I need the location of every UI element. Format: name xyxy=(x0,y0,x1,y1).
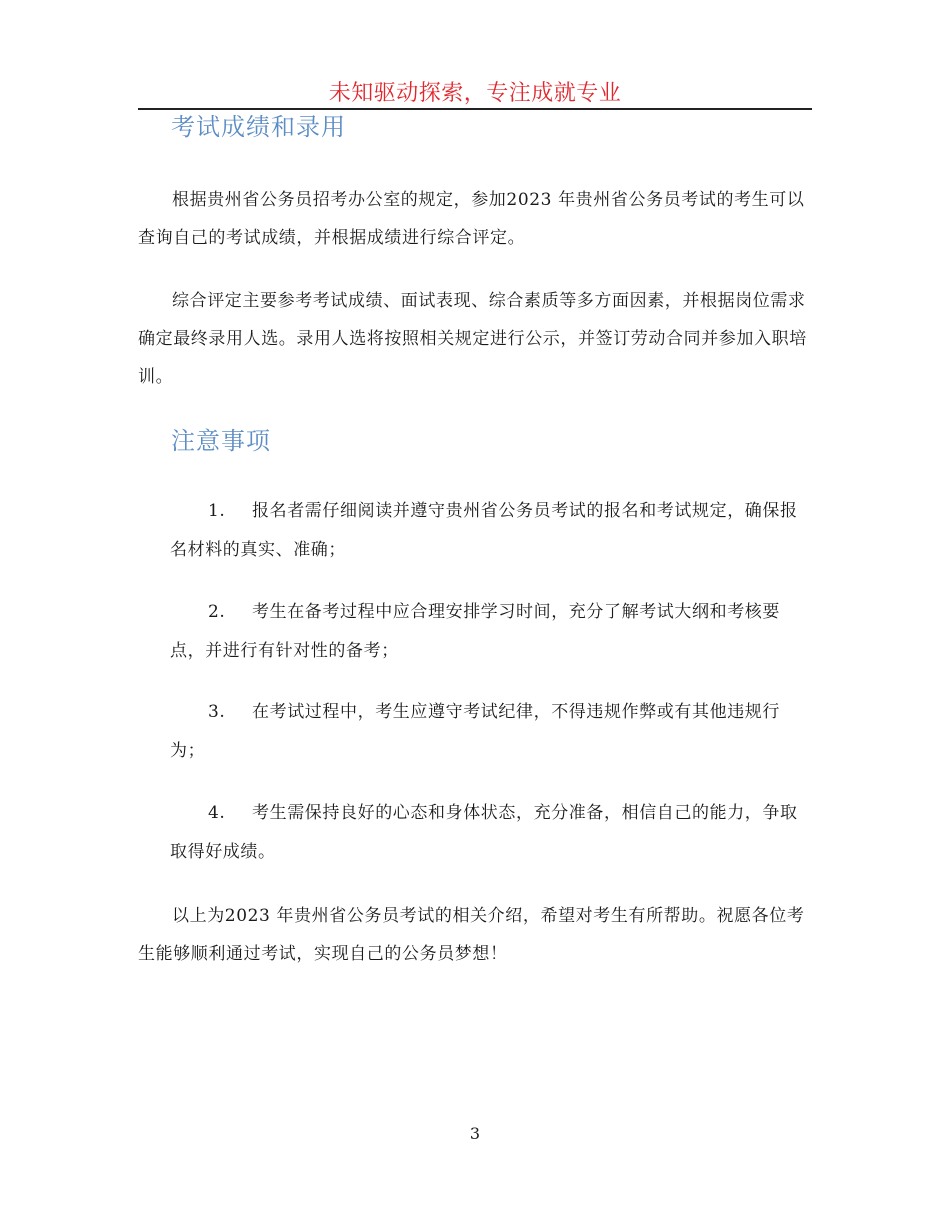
list-item-text: 报名者需仔细阅读并遵守贵州省公务员考试的报名和考试规定，确保报名材料的真实、准确； xyxy=(170,501,798,560)
list-item xyxy=(170,492,812,570)
list-item xyxy=(170,693,812,771)
page-number: 3 xyxy=(469,1124,481,1143)
list-item xyxy=(170,794,812,872)
list-item-number: 3. xyxy=(208,702,226,722)
list-item-number: 1. xyxy=(208,501,226,521)
section-heading-notes: 注意事项 xyxy=(171,427,271,455)
paragraph-evaluation: 综合评定主要参考考试成绩、面试表现、综合素质等多方面因素，并根据岗位需求确定最终录用人选。录用人选将按照相关规定进行公示，并签订劳动合同并参加入职培训。 xyxy=(138,291,807,387)
paragraph-scores-query: 根据贵州省公务员招考办公室的规定，参加2023 年贵州省公务员考试的考生可以查询自己的考试成绩，并根据成绩进行综合评定。 xyxy=(138,190,805,248)
section-heading-scores: 考试成绩和录用 xyxy=(171,113,346,141)
list-item xyxy=(170,593,812,671)
list-item-text: 在考试过程中，考生应遵守考试纪律，不得违规作弊或有其他违规行为； xyxy=(170,702,780,761)
list-item-text: 考生需保持良好的心态和身体状态，充分准备，相信自己的能力，争取取得好成绩。 xyxy=(170,803,798,862)
list-item-text: 考生在备考过程中应合理安排学习时间，充分了解考试大纲和考核要点，并进行有针对性的备考； xyxy=(170,602,780,661)
list-item-number: 2. xyxy=(208,602,226,622)
list-item-number: 4. xyxy=(208,803,226,823)
closing-paragraph: 以上为2023 年贵州省公务员考试的相关介绍，希望对考生有所帮助。祝愿各位考生能够顺利通过考试，实现自己的公务员梦想！ xyxy=(138,906,805,964)
page-header-title: 未知驱动探索，专注成就专业 xyxy=(328,81,622,106)
